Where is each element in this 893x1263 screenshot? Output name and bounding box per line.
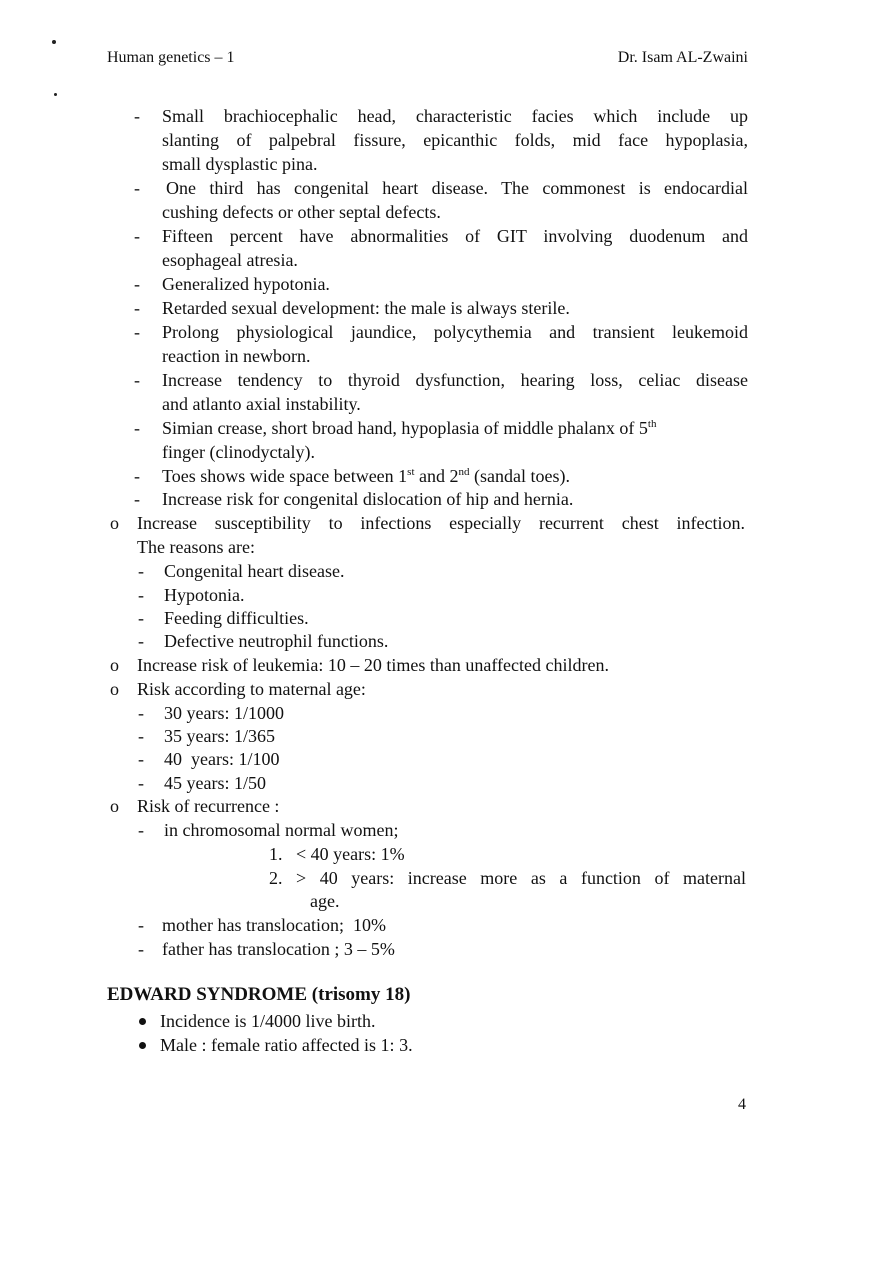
scan-dot <box>52 40 56 44</box>
dash-marker: - <box>134 370 140 390</box>
dash-item-text <box>162 464 570 488</box>
dash-marker: - <box>138 585 144 605</box>
dash-marker: - <box>138 820 144 840</box>
dash-item-text-part: and 2 <box>419 466 459 486</box>
dash-item-text: Retarded sexual development: the male is always sterile. <box>162 298 570 318</box>
dash-item-text: Increase tendency to thyroid dysfunction, hearing loss, celiac disease <box>162 370 748 390</box>
dash-marker: - <box>138 561 144 581</box>
dash-item-text: slanting of palpebral fissure, epicanthic folds, mid face hypoplasia, <box>162 130 748 150</box>
bullet-dot <box>139 1042 146 1049</box>
dash-marker: - <box>138 915 144 935</box>
maternal-age-item: 35 years: 1/365 <box>164 726 275 746</box>
recurrence-sub-item: < 40 years: 1% <box>296 844 405 864</box>
dash-item-text: small dysplastic pina. <box>162 154 318 174</box>
dash-item-text: reaction in newborn. <box>162 346 311 366</box>
dash-item-text: cushing defects or other septal defects. <box>162 202 441 222</box>
number-marker: 2. <box>269 868 283 888</box>
dash-marker: - <box>138 608 144 628</box>
edward-bullet-item: Incidence is 1/4000 live birth. <box>160 1011 376 1031</box>
dash-item-text: esophageal atresia. <box>162 250 298 270</box>
maternal-age-label: Risk according to maternal age: <box>137 679 366 699</box>
dash-item-text-part: Simian crease, short broad hand, hypoplasia of middle phalanx of 5 <box>162 418 648 438</box>
dash-item-text: Prolong physiological jaundice, polycythemia and transient leukemoid <box>162 322 748 342</box>
recurrence-sub-item: age. <box>310 891 340 911</box>
dash-item-text: Fifteen percent have abnormalities of GIT involving duodenum and <box>162 226 748 246</box>
maternal-age-item: 45 years: 1/50 <box>164 773 266 793</box>
reason-item: Feeding difficulties. <box>164 608 309 628</box>
dash-marker: - <box>134 466 140 486</box>
reason-item: Hypotonia. <box>164 585 245 605</box>
dash-marker: - <box>134 226 140 246</box>
reason-item: Defective neutrophil functions. <box>164 631 389 651</box>
dash-marker: - <box>134 274 140 294</box>
dash-item-text: Increase risk for congenital dislocation of hip and hernia. <box>162 489 574 509</box>
dash-marker: - <box>138 773 144 793</box>
scan-dot <box>54 93 57 96</box>
dash-item-text-part: (sandal toes). <box>474 466 570 486</box>
recurrence-mother: mother has translocation; 10% <box>162 915 386 935</box>
header-left: Human genetics – 1 <box>107 49 235 66</box>
number-marker: 1. <box>269 844 283 864</box>
recurrence-sub-item: > 40 years: increase more as a function of maternal <box>296 868 746 888</box>
page-number: 4 <box>738 1096 746 1113</box>
dash-marker: - <box>134 106 140 126</box>
section-title: EDWARD SYNDROME (trisomy 18) <box>107 984 411 1005</box>
dash-marker: - <box>134 418 140 438</box>
leukemia-text: Increase risk of leukemia: 10 – 20 times than unaffected children. <box>137 655 609 675</box>
infections-text: Increase susceptibility to infections especially recurrent chest infection. <box>137 513 745 533</box>
circle-bullet: o <box>110 796 119 816</box>
circle-bullet: o <box>110 655 119 675</box>
dash-item-text-part: Toes shows wide space between 1 <box>162 466 408 486</box>
circle-bullet: o <box>110 513 119 533</box>
maternal-age-item: 30 years: 1/1000 <box>164 703 284 723</box>
dash-item-text: finger (clinodyctaly). <box>162 442 315 462</box>
recurrence-father: father has translocation ; 3 – 5% <box>162 939 395 959</box>
dash-marker: - <box>138 749 144 769</box>
dash-marker: - <box>134 178 140 198</box>
dash-item-text: Generalized hypotonia. <box>162 274 330 294</box>
dash-marker: - <box>138 631 144 651</box>
superscript: th <box>647 418 657 430</box>
dash-marker: - <box>138 939 144 959</box>
recurrence-normal: in chromosomal normal women; <box>164 820 399 840</box>
infections-text: The reasons are: <box>137 537 255 557</box>
reason-item: Congenital heart disease. <box>164 561 345 581</box>
recurrence-label: Risk of recurrence : <box>137 796 280 816</box>
dash-marker: - <box>134 322 140 342</box>
dash-item-text: One third has congenital heart disease. The commonest is endocardial <box>166 178 748 198</box>
superscript: nd <box>458 466 470 478</box>
superscript: st <box>407 466 415 478</box>
dash-marker: - <box>134 489 140 509</box>
dash-marker: - <box>138 726 144 746</box>
edward-bullet-item: Male : female ratio affected is 1: 3. <box>160 1035 413 1055</box>
dash-item-text: and atlanto axial instability. <box>162 394 361 414</box>
dash-item-text: Small brachiocephalic head, characteristic facies which include up <box>162 106 748 126</box>
header-right: Dr. Isam AL-Zwaini <box>617 49 748 66</box>
bullet-dot <box>139 1018 146 1025</box>
circle-bullet: o <box>110 679 119 699</box>
dash-item-text <box>162 416 748 440</box>
dash-marker: - <box>138 703 144 723</box>
maternal-age-item: 40 years: 1/100 <box>164 749 280 769</box>
dash-marker: - <box>134 298 140 318</box>
